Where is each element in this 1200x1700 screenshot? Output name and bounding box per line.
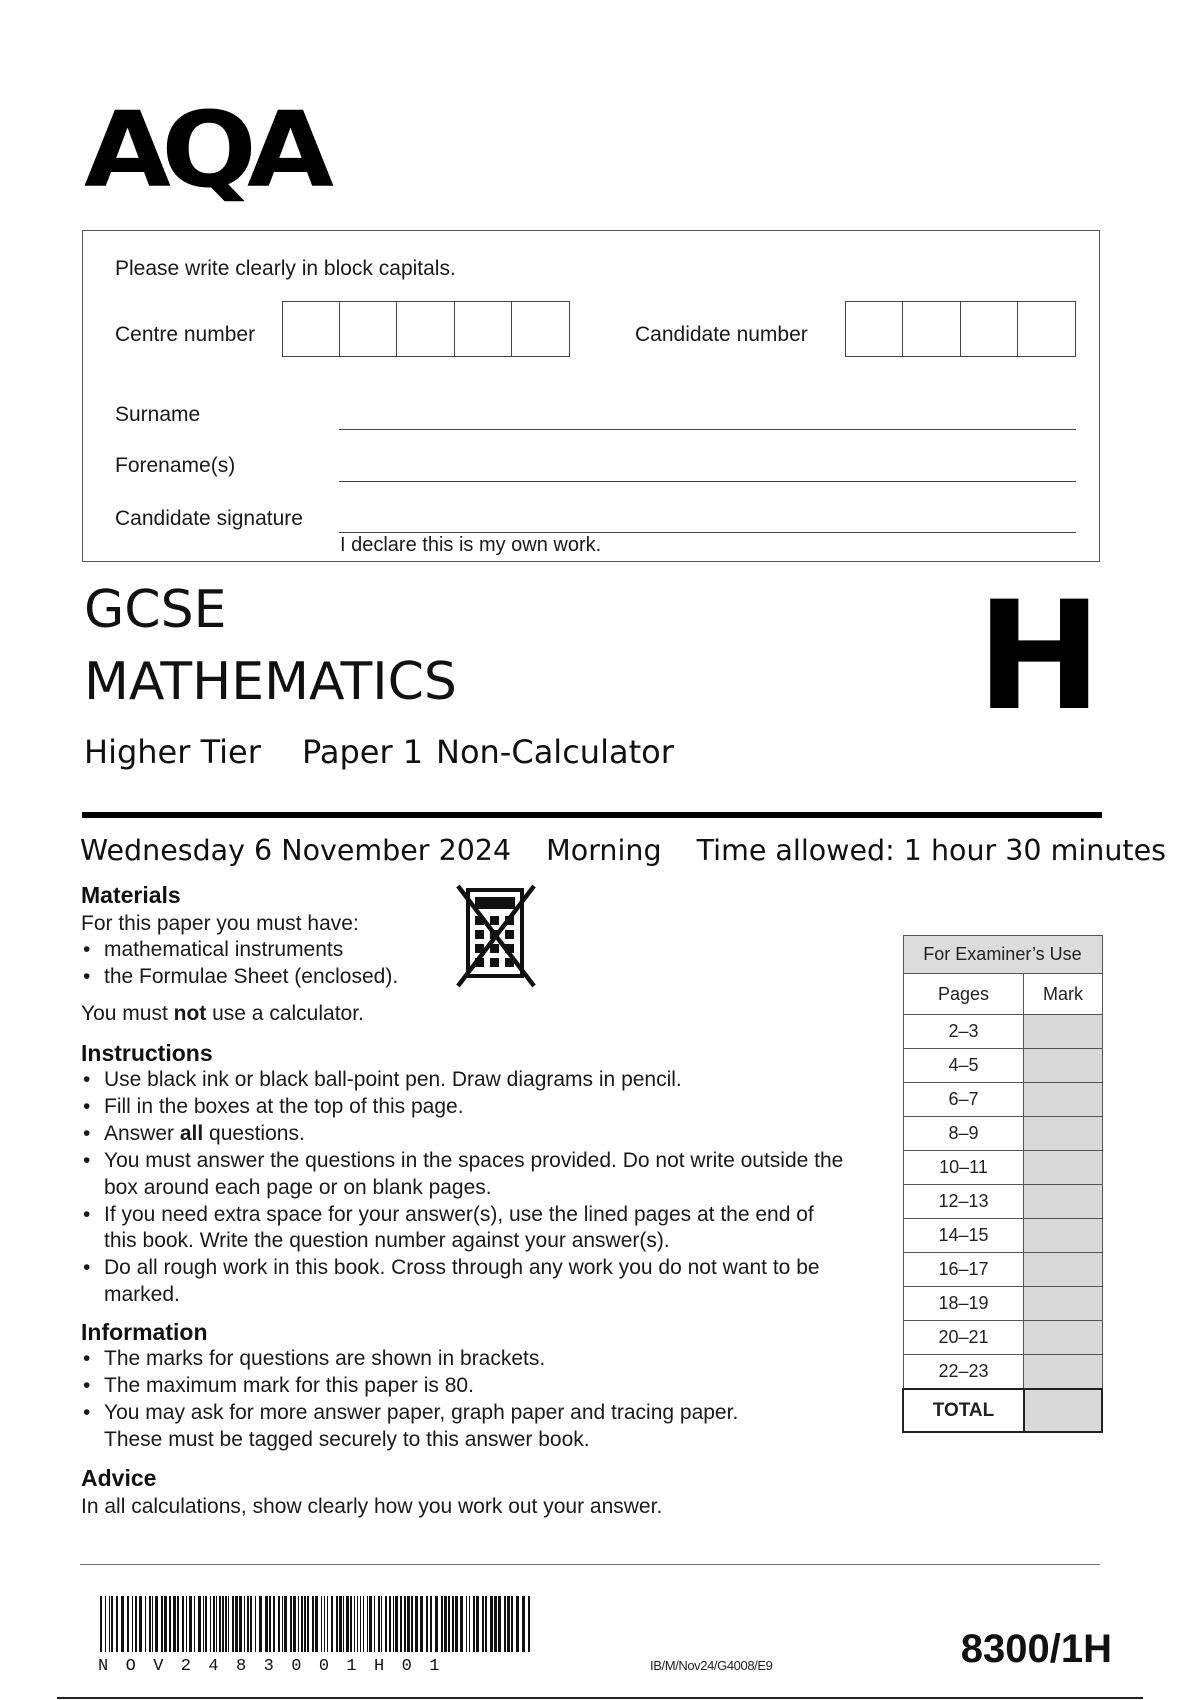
mark-cell[interactable] [1024, 1253, 1102, 1287]
barcode-bar [490, 1596, 493, 1652]
barcode-bar [466, 1596, 467, 1652]
barcode-bar [173, 1596, 176, 1652]
tier-letter: H [976, 570, 1102, 744]
barcode-bar [494, 1596, 497, 1652]
list-item: • Fill in the boxes at the top of this page. [81, 1094, 851, 1121]
barcode-bar [121, 1596, 124, 1652]
barcode-bar [435, 1596, 438, 1652]
barcode-bar [177, 1596, 179, 1652]
barcode-bar [161, 1596, 163, 1652]
list-item: • Do all rough work in this book. Cross through any work you do not want to be marked. [81, 1255, 851, 1308]
barcode-bar [127, 1596, 129, 1652]
barcode-bar [247, 1596, 249, 1652]
list-item: • mathematical instruments [81, 937, 511, 964]
barcode-bar [312, 1596, 314, 1652]
barcode-bar [152, 1596, 153, 1652]
instructions-list [81, 1067, 851, 1308]
barcode-bar [444, 1596, 447, 1652]
barcode-bar [395, 1596, 398, 1652]
barcode-bar [116, 1596, 118, 1652]
information-heading: Information [81, 1319, 208, 1345]
surname-field[interactable] [339, 429, 1076, 430]
barcode-bar [194, 1596, 195, 1652]
list-item: • The marks for questions are shown in brackets. [81, 1346, 801, 1373]
barcode-bar [522, 1596, 525, 1652]
barcode-bar [473, 1596, 475, 1652]
document-reference: IB/M/Nov24/G4008/E9 [650, 1658, 773, 1673]
examiner-table-heading: For Examiner’s Use [903, 936, 1102, 974]
barcode-bar [426, 1596, 428, 1652]
barcode-bar [455, 1596, 458, 1652]
barcode-bar [420, 1596, 423, 1652]
barcode-bar [385, 1596, 387, 1652]
barcode-bar [482, 1596, 484, 1652]
barcode-bar [284, 1596, 287, 1652]
barcode-bar [381, 1596, 382, 1652]
barcode-bar [511, 1596, 513, 1652]
digit-box[interactable] [455, 302, 512, 356]
list-item: • Use black ink or black ball-point pen. Draw diagrams in pencil. [81, 1067, 851, 1094]
candidate-details-box [82, 230, 1100, 562]
barcode-bar [259, 1596, 262, 1652]
barcode-bar [219, 1596, 221, 1652]
barcode-bar [336, 1596, 338, 1652]
mark-cell[interactable] [1024, 1185, 1102, 1219]
exam-date-line [80, 834, 1192, 867]
tier-label: Higher Tier [84, 733, 261, 771]
barcode-bar [189, 1596, 192, 1652]
barcode-bar [307, 1596, 309, 1652]
barcode-bar [393, 1596, 394, 1652]
advice-text: In all calculations, show clearly how you work out your answer. [81, 1495, 663, 1518]
mark-cell[interactable] [1024, 1049, 1102, 1083]
barcode-bar [164, 1596, 167, 1652]
barcode-bar [273, 1596, 275, 1652]
barcode-bar [109, 1596, 110, 1652]
mark-cell[interactable] [1024, 1219, 1102, 1253]
mark-cell[interactable] [1024, 1083, 1102, 1117]
barcode-bar [441, 1596, 443, 1652]
pages-cell: 20–21 [903, 1321, 1024, 1355]
digit-box[interactable] [846, 302, 903, 356]
pages-cell: 22–23 [903, 1355, 1024, 1390]
barcode-bar [100, 1596, 102, 1652]
list-item: • You must answer the questions in the spaces provided. Do not write outside the box around each page or on blank pages. [81, 1148, 851, 1201]
barcode-bar [343, 1596, 344, 1652]
barcode-bar [213, 1596, 215, 1652]
time-allowed: Time allowed: 1 hour 30 minutes [696, 834, 1166, 867]
barcode-bar [374, 1596, 375, 1652]
barcode-bar [411, 1596, 413, 1652]
aqa-logo: AQA [84, 89, 325, 211]
barcode-bar [298, 1596, 299, 1652]
barcode-bar [378, 1596, 380, 1652]
pages-cell: 14–15 [903, 1219, 1024, 1253]
barcode-bar [369, 1596, 372, 1652]
barcode-bar [105, 1596, 106, 1652]
barcode-bar [448, 1596, 450, 1652]
mark-cell[interactable] [1024, 1015, 1102, 1049]
barcode-bar [485, 1596, 487, 1652]
mark-cell[interactable] [1024, 1151, 1102, 1185]
calculator-status-label: Non-Calculator [436, 733, 674, 771]
barcode-bar [282, 1596, 283, 1652]
barcode-bar [293, 1596, 296, 1652]
pages-column-header: Pages [903, 974, 1024, 1015]
barcode-bar [469, 1596, 470, 1652]
barcode [98, 1596, 536, 1676]
barcode-bar [389, 1596, 391, 1652]
barcode-bar [222, 1596, 224, 1652]
advice-section [81, 1465, 841, 1520]
barcode-bar [507, 1596, 510, 1652]
barcode-bar [203, 1596, 204, 1652]
barcode-bar [504, 1596, 506, 1652]
barcode-bar [111, 1596, 113, 1652]
barcode-bar [327, 1596, 328, 1652]
digit-box[interactable] [512, 302, 569, 356]
paper-code: 8300/1H [960, 1627, 1112, 1671]
barcode-bar [139, 1596, 142, 1652]
barcode-bar [400, 1596, 402, 1652]
title-divider [82, 812, 1102, 818]
exam-session: Morning [546, 834, 662, 867]
barcode-bar [363, 1596, 364, 1652]
barcode-bar [290, 1596, 292, 1652]
barcode-bar [324, 1596, 325, 1652]
barcode-bars [98, 1596, 536, 1652]
exam-date: Wednesday 6 November 2024 [80, 834, 512, 867]
calculator-rule: You must not use a calculator. [81, 1002, 364, 1025]
signature-field[interactable] [339, 532, 1076, 533]
list-item: • the Formulae Sheet (enclosed). [81, 964, 511, 991]
barcode-bar [235, 1596, 238, 1652]
pages-cell: 18–19 [903, 1287, 1024, 1321]
barcode-bar [269, 1596, 271, 1652]
digit-box[interactable] [283, 302, 340, 356]
mark-column-header: Mark [1024, 974, 1102, 1015]
information-section [81, 1319, 801, 1454]
barcode-bar [430, 1596, 432, 1652]
barcode-bar [360, 1596, 361, 1652]
barcode-bar [498, 1596, 501, 1652]
pages-cell: 6–7 [903, 1083, 1024, 1117]
pages-cell: 12–13 [903, 1185, 1024, 1219]
barcode-bar [315, 1596, 318, 1652]
barcode-bar [407, 1596, 410, 1652]
barcode-bar [452, 1596, 454, 1652]
forenames-label: Forename(s) [115, 454, 236, 477]
digit-box[interactable] [397, 302, 454, 356]
candidate-number-label: Candidate number [635, 323, 808, 346]
barcode-bar [528, 1596, 530, 1652]
forenames-field[interactable] [339, 481, 1076, 482]
barcode-bar [404, 1596, 406, 1652]
barcode-bar [357, 1596, 358, 1652]
digit-box[interactable] [961, 302, 1018, 356]
pages-cell: 16–17 [903, 1253, 1024, 1287]
centre-number-label: Centre number [115, 323, 256, 346]
barcode-bar [239, 1596, 242, 1652]
digit-box[interactable] [340, 302, 397, 356]
bottom-divider [80, 1564, 1100, 1565]
barcode-bar [350, 1596, 352, 1652]
barcode-text: NOV2483001H01 [98, 1657, 457, 1676]
list-item: • You may ask for more answer paper, graph paper and tracing paper. These must be tagged securely to this answer book. [81, 1400, 801, 1453]
barcode-bar [346, 1596, 349, 1652]
barcode-bar [198, 1596, 201, 1652]
materials-section [81, 882, 511, 1027]
pages-cell: 2–3 [903, 1015, 1024, 1049]
qualification-title: GCSE [84, 580, 227, 640]
paper-label: Paper 1 [302, 733, 424, 771]
barcode-bar [135, 1596, 137, 1652]
barcode-bar [265, 1596, 268, 1652]
total-label: TOTAL [903, 1389, 1024, 1432]
candidate-number-boxes[interactable] [845, 301, 1076, 357]
mark-cell[interactable] [1024, 1117, 1102, 1151]
barcode-bar [205, 1596, 207, 1652]
barcode-bar [367, 1596, 368, 1652]
barcode-bar [244, 1596, 245, 1652]
mark-cell[interactable] [1024, 1287, 1102, 1321]
barcode-bar [182, 1596, 184, 1652]
barcode-bar [331, 1596, 333, 1652]
barcode-bar [278, 1596, 280, 1652]
pages-cell: 10–11 [903, 1151, 1024, 1185]
barcode-bar [476, 1596, 479, 1652]
barcode-bar [169, 1596, 171, 1652]
barcode-bar [250, 1596, 252, 1652]
barcode-bar [145, 1596, 146, 1652]
barcode-bar [339, 1596, 342, 1652]
barcode-bar [516, 1596, 519, 1652]
instructions-heading: Instructions [81, 1040, 213, 1066]
digit-box[interactable] [903, 302, 960, 356]
barcode-bar [225, 1596, 227, 1652]
pages-cell: 4–5 [903, 1049, 1024, 1083]
block-capitals-instruction: Please write clearly in block capitals. [115, 257, 456, 280]
materials-list [81, 937, 511, 990]
barcode-bar [321, 1596, 322, 1652]
barcode-bar [460, 1596, 463, 1652]
materials-heading: Materials [81, 882, 181, 908]
digit-box[interactable] [1018, 302, 1075, 356]
barcode-bar [354, 1596, 355, 1652]
barcode-bar [415, 1596, 418, 1652]
advice-heading: Advice [81, 1465, 157, 1491]
barcode-bar [132, 1596, 133, 1652]
examiner-use-table [902, 935, 1103, 1433]
subject-title: MATHEMATICS [84, 652, 457, 712]
declaration-text: I declare this is my own work. [340, 534, 602, 556]
barcode-bar [304, 1596, 306, 1652]
barcode-bar [210, 1596, 211, 1652]
barcode-bar [301, 1596, 303, 1652]
barcode-bar [149, 1596, 151, 1652]
list-item: • The maximum mark for this paper is 80. [81, 1373, 801, 1400]
barcode-bar [186, 1596, 187, 1652]
barcode-bar [155, 1596, 158, 1652]
barcode-bar [228, 1596, 229, 1652]
surname-label: Surname [115, 403, 201, 426]
barcode-bar [255, 1596, 256, 1652]
mark-cell[interactable] [1024, 1355, 1102, 1390]
total-mark-cell[interactable] [1024, 1389, 1102, 1432]
footer-divider [57, 1697, 1143, 1699]
barcode-bar [216, 1596, 217, 1652]
list-item: • Answer all questions. [81, 1121, 851, 1148]
no-calculator-icon [454, 880, 538, 990]
mark-cell[interactable] [1024, 1321, 1102, 1355]
instructions-section [81, 1040, 851, 1309]
barcode-bar [232, 1596, 234, 1652]
signature-label: Candidate signature [115, 507, 303, 530]
centre-number-boxes[interactable] [282, 301, 570, 357]
pages-cell: 8–9 [903, 1117, 1024, 1151]
list-item: • If you need extra space for your answer(s), use the lined pages at the end of this book. Write the question number against your answer(s). [81, 1202, 851, 1255]
materials-intro: For this paper you must have: [81, 912, 359, 935]
information-list [81, 1346, 801, 1453]
